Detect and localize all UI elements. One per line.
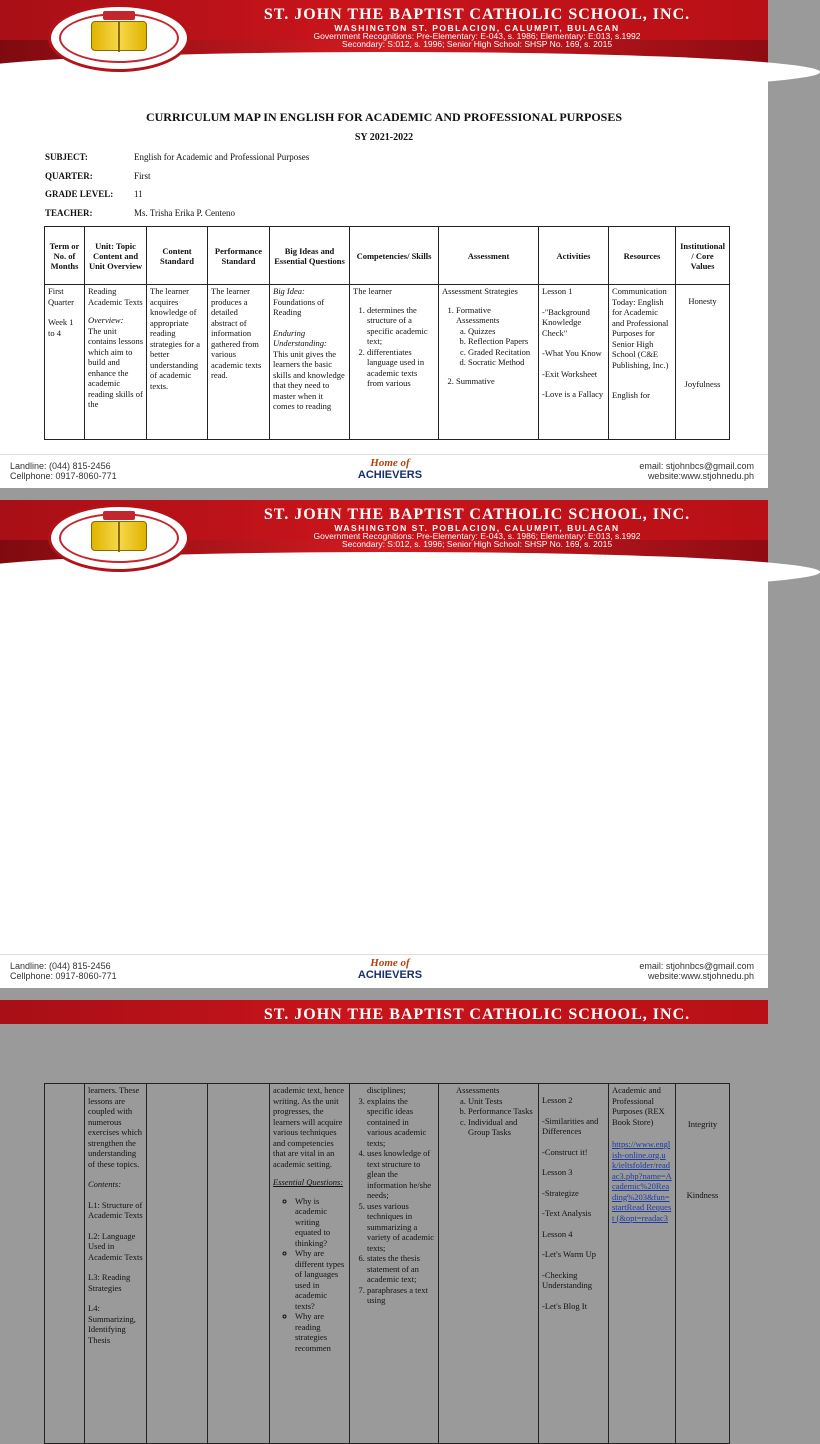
cellphone: Cellphone: 0917-8060-771 — [10, 971, 117, 981]
cell-performance-standard — [208, 1084, 270, 1444]
cell-term: First Quarter Week 1 to 4 — [45, 285, 85, 440]
cell-performance-standard: The learner produces a detailed abstract of information gathered from various academic texts read. — [208, 285, 270, 440]
cell-assessment: Assessment Strategies 1. Formative Assessments a. Quizzes b. Reflection Papers c. Graded Recitation d. Socratic Method 2. Summative — [439, 285, 539, 440]
document-title: CURRICULUM MAP IN ENGLISH FOR ACADEMIC AND PROFESSIONAL PURPOSES — [145, 110, 623, 124]
cell-activities — [539, 285, 609, 440]
activity-item: -Let's Blog It — [542, 1300, 587, 1311]
content-item: L4: Summarizing, Identifying Thesis — [88, 1303, 136, 1345]
header-resources: Resources — [609, 227, 676, 285]
school-name: ST. JOHN THE BAPTIST CATHOLIC SCHOOL, INC. — [263, 1006, 691, 1023]
cell-assessment: Assessments a. Unit Tests b. Performance Tasks c. Individual and Group Tasks — [439, 1084, 539, 1444]
activity-item: -Text Analysis — [542, 1208, 592, 1218]
recognition-line-2: Secondary: S:012, s. 1996; Senior High School: SHSP No. 169, s. 2015 — [341, 539, 613, 549]
email: email: stjohnbcs@gmail.com — [639, 461, 754, 471]
school-seal-logo — [48, 504, 190, 572]
cell-resources: Communication Today: English for Academic and Professional Purposes for Senior High School (C&E Publishing, Inc.) English for — [609, 285, 676, 440]
landline: Landline: (044) 815-2456 — [10, 961, 111, 971]
letterhead — [0, 1000, 768, 1024]
activity-item: -Let's Warm Up — [542, 1249, 597, 1259]
activity-item: -Similarities and Differences — [542, 1115, 599, 1136]
page-1: ST. JOHN THE BAPTIST CATHOLIC SCHOOL, INC. WASHINGTON ST. POBLACION, CALUMPIT, BULACAN Government Recognitions: Pre-Elementary: E-043, s. 1986; Elementary: E:013, s.1992 Secondary: S:012, s. 1996; Senior High School: SHSP No. 169, s. 2015 CURRICULUM MAP IN ENGLISH FOR ACADEMIC AND PROFESSIONAL PURPOSES SY 2021-2022 SUBJECT: English for Academic and Professional Purposes QUARTER: First GRADE LEVEL: 11 TEACHER: Ms. Trisha Erika P. Centeno Term or No. of Months Unit: Topic Content and Unit Overview Content Standard Performance Standard Big Ideas and Essential Questions Competencies/ Skills Assessment Activities Resources Institutional / Core Values First Quarter Week 1 to 4 Reading Academic Texts Overview: The unit contains lessons which aim to build and enhance the academic reading skills of the The learner acquires knowledge of appropriate reading strategies for a better understanding of academic texts. The learner produces a detailed abstract of information gathered from various academic texts read. Big Idea: Foundations of Reading Enduring Understanding: This unit gives the learners the basic skills and knowledge that they need to master when it comes to reading The learner 1. determines the structure of a specific academic text; 2. differentiates language used in academic texts from various Assessment Strategies 1. Formative Assessments a. Quizzes b. Reflection Papers c. Graded Recitation d. Socratic Method 2. Summative Lesson 1 -"Background Knowledge Check" -What You Know -Exit Worksheet -Love is a Fallacy Communication Today: English for Academic and Professional Purposes for Senior High School (C&E Publishing, Inc.) English for Honesty Joyfulness Landline: (044) 815-2456 Cellphone: 0917-8060-771 Home of ACHIEVERS email: stjohnbcs@gmail.com website:www.stjohnedu.ph — [0, 0, 768, 488]
email: email: stjohnbcs@gmail.com — [639, 961, 754, 971]
activity-item: Lesson 1 — [542, 286, 573, 296]
landline: Landline: (044) 815-2456 — [10, 461, 111, 471]
activity-item: -Love is a Fallacy — [542, 389, 604, 399]
cell-term — [45, 1084, 85, 1444]
recognition-line-1: Government Recognitions: Pre-Elementary: E-043, s. 1986; Elementary: E:013, s.1992 — [313, 531, 641, 541]
cellphone: Cellphone: 0917-8060-771 — [10, 471, 117, 481]
assessment-item: a. Quizzes — [468, 326, 535, 337]
school-address: WASHINGTON ST. POBLACION, CALUMPIT, BULACAN — [334, 23, 620, 33]
essential-question: ◦ Why are reading strategies recommen — [295, 1311, 346, 1353]
cell-activities — [539, 1084, 609, 1444]
activity-item: Lesson 3 — [542, 1167, 573, 1177]
header-unit: Unit: Topic Content and Unit Overview — [85, 227, 147, 285]
activity-item: -Strategize — [542, 1187, 579, 1198]
curriculum-table-page-1 — [44, 226, 730, 440]
content-item: L2: Language Used in Academic Texts — [88, 1230, 143, 1262]
page-3-partial — [0, 1000, 768, 1024]
content-item: L3: Reading Strategies — [88, 1272, 131, 1293]
cell-content-standard — [147, 1084, 208, 1444]
recognition-line-1: Government Recognitions: Pre-Elementary: E-043, s. 1986; Elementary: E:013, s.1992 — [313, 31, 641, 41]
activity-item: -"Background Knowledge Check" — [542, 306, 590, 338]
core-value: Honesty — [688, 296, 717, 306]
cell-competencies: disciplines; 3. explains the specific ideas contained in various academic texts; 4. uses knowledge of text structure to glean the information he/she needs; 5. uses various techniques in summarizing a variety of academic texts; 6. states the thesis statement of an academic text; 7. paraphrases a text using — [350, 1084, 439, 1444]
activity-item: -Checking Understanding — [542, 1269, 593, 1290]
cell-big-ideas: Big Idea: Foundations of Reading Enduring Understanding: This unit gives the learners the basic skills and knowledge that they need to master when it comes to reading — [270, 285, 350, 440]
school-year: SY 2021-2022 — [354, 132, 414, 143]
assessment-item: a. Unit Tests — [468, 1096, 535, 1107]
curriculum-table-page-2 — [44, 1083, 730, 1444]
cell-resources: Academic and Professional Purposes (REX Book Store) https://www.english-online.org.uk/ieltsfolder/readac3.php?name=Academic%20Reading%203&fun=startRead Request (&opt=readac3 — [609, 1084, 676, 1444]
home-of-achievers-logo: Home of ACHIEVERS — [357, 457, 423, 481]
activity-item: -What You Know — [542, 348, 602, 358]
header-content-standard: Content Standard — [147, 227, 208, 285]
essential-question: ◦ Why are different types of languages used in academic texts? — [295, 1248, 346, 1311]
competency-item: 5. uses various techniques in summarizing a variety of academic texts; — [367, 1201, 435, 1254]
cell-unit: Reading Academic Texts Overview: The unit contains lessons which aim to build and enhance the academic reading skills of the — [85, 285, 147, 440]
core-value: Integrity — [687, 1119, 718, 1129]
header-term: Term or No. of Months — [45, 227, 85, 285]
assessment-item: b. Reflection Papers — [468, 336, 535, 347]
core-value: Kindness — [686, 1189, 719, 1200]
school-name: ST. JOHN THE BAPTIST CATHOLIC SCHOOL, INC. — [263, 6, 691, 23]
cell-content-standard: The learner acquires knowledge of appropriate reading strategies for a better understanding of academic texts. — [147, 285, 208, 440]
school-seal-logo — [48, 4, 190, 72]
competency-item: 3. explains the specific ideas contained in various academic texts; — [367, 1096, 435, 1149]
header-core-values: Institutional / Core Values — [676, 227, 730, 285]
core-value: Joyfulness — [684, 378, 721, 389]
recognition-line-2: Secondary: S:012, s. 1996; Senior High School: SHSP No. 169, s. 2015 — [341, 39, 613, 49]
assessment-item: c. Individual and Group Tasks — [468, 1117, 535, 1138]
assessment-item: c. Graded Recitation — [468, 347, 535, 358]
header-competencies: Competencies/ Skills — [350, 227, 439, 285]
page-2 — [0, 500, 768, 1353]
website: website:www.stjohnedu.ph — [647, 971, 754, 981]
cell-competencies: The learner 1. determines the structure of a specific academic text; 2. differentiates language used in academic texts from various — [350, 285, 439, 440]
footer — [0, 454, 768, 488]
resource-link[interactable]: https://www.english-online.org.uk/ieltsfolder/readac3.php?name=Academic%20Reading%203&fun=startRead Request (&opt=readac3 — [612, 1139, 672, 1223]
content-item: L1: Structure of Academic Texts — [88, 1199, 143, 1220]
cell-core-values — [676, 285, 730, 440]
header-activities: Activities — [539, 227, 609, 285]
competency-item: 1. determines the structure of a specific academic text; — [367, 305, 435, 347]
header-big-ideas: Big Ideas and Essential Questions — [270, 227, 350, 285]
competency-item: 4. uses knowledge of text structure to glean the information he/she needs; — [367, 1148, 435, 1201]
header-performance-standard: Performance Standard — [208, 227, 270, 285]
activity-item: Lesson 2 — [542, 1095, 573, 1105]
cell-big-ideas: academic text, hence writing. As the unit progresses, the learners will acquire various techniques and competencies that are vital in an academic setting. Essential Questions: ◦ Why is academic writing equated to thinking? ◦ Why are different types of languages used in academic texts? ◦ Why are reading strategies recommen — [270, 1084, 350, 1444]
essential-question: ◦ Why is academic writing equated to thinking? — [295, 1196, 346, 1249]
website: website:www.stjohnedu.ph — [647, 471, 754, 481]
assessment-item: d. Socratic Method — [468, 357, 535, 368]
assessment-item: b. Performance Tasks — [468, 1106, 535, 1117]
footer — [0, 954, 768, 988]
school-name: ST. JOHN THE BAPTIST CATHOLIC SCHOOL, INC. — [263, 506, 691, 523]
activity-item: Lesson 4 — [542, 1228, 573, 1239]
header-assessment: Assessment — [439, 227, 539, 285]
activity-item: -Exit Worksheet — [542, 368, 598, 379]
competency-item: 2. differentiates language used in academic texts from various — [367, 347, 435, 389]
letterhead — [0, 500, 768, 578]
competency-item: 6. states the thesis statement of an academic text; — [367, 1253, 435, 1285]
letterhead — [0, 0, 768, 78]
school-address: WASHINGTON ST. POBLACION, CALUMPIT, BULACAN — [334, 523, 620, 533]
activity-item: -Construct it! — [542, 1146, 588, 1157]
cell-unit: learners. These lessons are coupled with numerous exercises which strengthen the understanding of these topics. Contents: L1: Structure of Academic Texts L2: Language Used in Academic Texts L3: Reading Strategies L4: Summarizing, Identifying Thesis — [85, 1084, 147, 1444]
competency-item: 7. paraphrases a text using — [367, 1285, 435, 1306]
cell-core-values — [676, 1084, 730, 1444]
home-of-achievers-logo: Home of ACHIEVERS — [357, 957, 423, 981]
